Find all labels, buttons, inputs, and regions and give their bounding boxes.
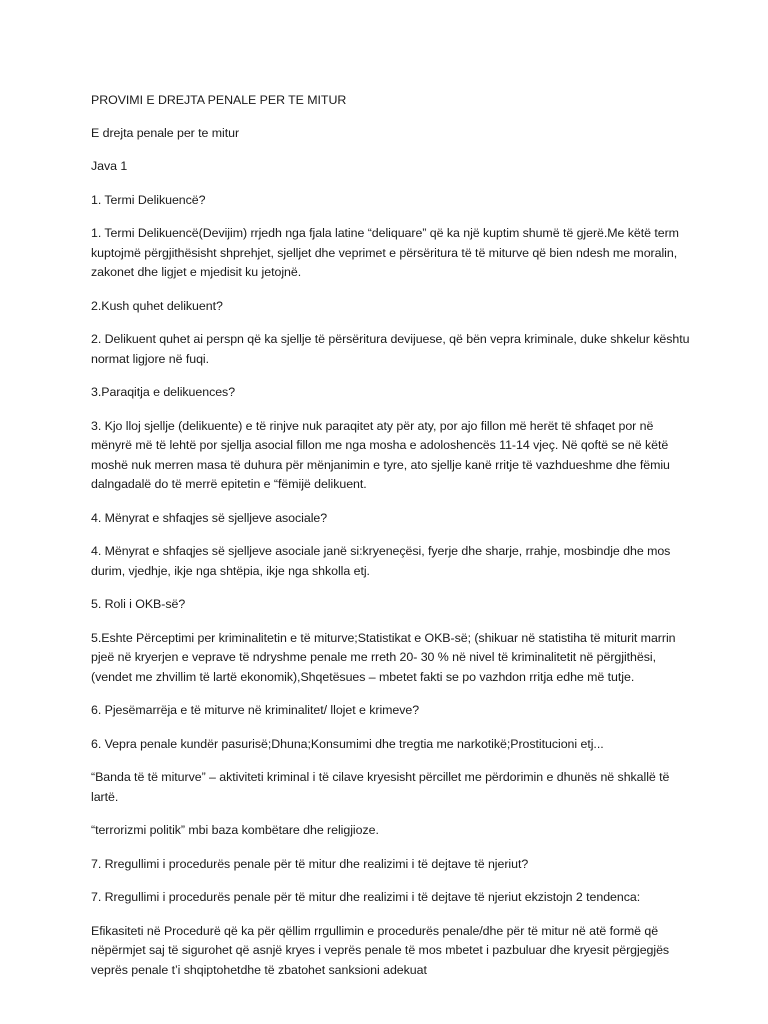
question-2: 2.Kush quhet delikuent? [91,298,223,313]
document-page [91,91,691,994]
answer-3: 3. Kjo lloj sjellje (delikuente) e të rinjve nuk paraqitet aty për aty, por ajo fillon më herët të shfaqet por në mënyrë më të lehtë por sjellja asocial fillon me nga mosha e adoloshencës 11-14 vjeç. Në qoftë se në këtë moshë nuk merren masa të duhura për mënjanimin e tyre, ato sjellje kanë rritje të vazhdueshme dhe fëmiu dalngadalë do të merrë epitetin e “fëmijë delikuent. [91,418,670,491]
week-label: Java 1 [91,159,128,173]
question-6: 6. Pjesëmarrëja e të miturve në kriminalitet/ llojet e krimeve? [91,703,420,717]
question-4: 4. Mënyrat e shfaqjes së sjelljeve asociale? [91,510,328,525]
answer-6-bands: “Banda të të miturve” – aktiviteti kriminal i të cilave kryesisht përcillet me përdorimin e dhunës në shkallë të lartë. [91,770,670,804]
answer-6: 6. Vepra penale kundër pasurisë;Dhuna;Konsumimi dhe tregtia me narkotikë;Prostitucioni etj... [91,736,604,751]
question-5: 5. Roli i OKB-së? [91,597,186,611]
answer-6-terrorism: “terrorizmi politik” mbi baza kombëtare dhe religjioze. [91,823,379,837]
answer-4: 4. Mënyrat e shfaqjes së sjelljeve asociale janë si:kryeneçësi, fyerje dhe sharje, rrahje, mosbindje dhe mos durim, vjedhje, ikje nga shtëpia, ikje nga shkolla etj. [91,544,671,578]
document-subtitle: E drejta penale per te mitur [91,125,240,140]
answer-7-efficiency: Efikasiteti në Procedurë që ka për qëllim rrgullimin e procedurës penale/dhe për të mitur në atë formë që nëpërmjet saj të sigurohet që asnjë kryes i veprës penale të mos mbetet i pazbuluar dhe kryesit përgjegjës veprës penale t’i shqiptohetdhe të zbatohet sanksioni adekuat [91,923,670,977]
question-7: 7. Rregullimi i procedurës penale për të mitur dhe realizimi i të dejtave të njeriut? [91,856,529,871]
question-1: 1. Termi Delikuencë? [91,192,206,207]
answer-1: 1. Termi Delikuencë(Devijim) rrjedh nga fjala latine “deliquare” që ka një kuptim shumë të gjerë.Me këtë term kuptojmë përgjithësisht shprehjet, sjelljet dhe veprimet e përsëritura të të miturve që bien ndesh me moralin, zakonet dhe ligjet e mjedisit ku jetojnë. [91,226,679,279]
question-3: 3.Paraqitja e delikuences? [91,385,236,399]
answer-2: 2. Delikuent quhet ai perspn që ka sjellje të përsëritura devijuese, që bën vepra kriminale, duke shkelur kështu normat ligjore në fuqi. [91,332,690,366]
answer-5: 5.Eshte Përceptimi per kriminalitetin e të miturve;Statistikat e OKB-së; (shikuar në statistiha të miturit marrin pjeë në kryerjen e veprave të ndryshme penale me rreth 20- 30 % në nivel të kriminalitetit në përgjithësi,(vendet me zhvillim të lartë ekonomik),Shqetësues – mbetet fakti se po vazhdon rritja edhe më tutje. [91,630,676,684]
document-title: PROVIMI E DREJTA PENALE PER TE MITUR [91,93,347,107]
answer-7: 7. Rregullimi i procedurës penale për të mitur dhe realizimi i të dejtave të njeriut ekzistojn 2 tendenca: [91,890,641,904]
